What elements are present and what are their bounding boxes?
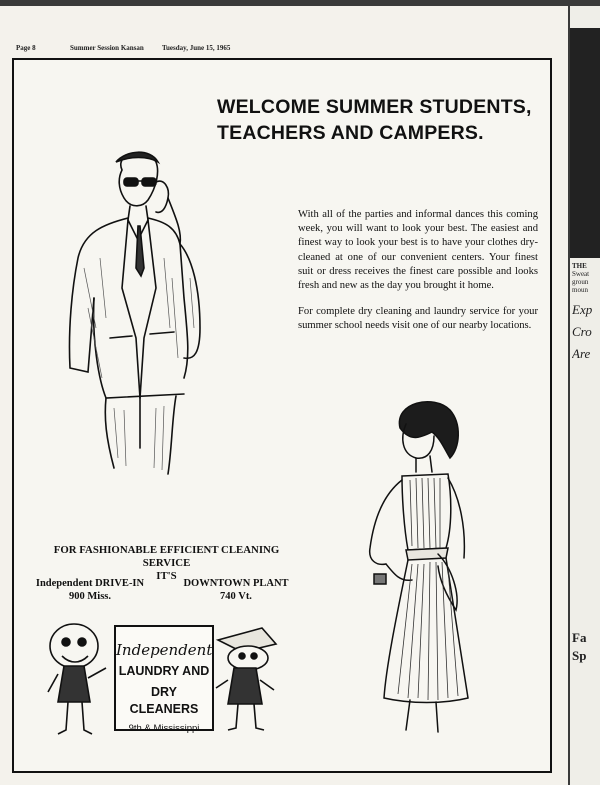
adjacent-heading-1: Exp (572, 302, 593, 317)
ad-paragraph-2: For complete dry cleaning and laundry service for your summer school needs visit one of our nearby locations. (298, 306, 538, 332)
headline-line-2: TEACHERS AND CAMPERS. (217, 122, 484, 144)
page-number: Page 8 (16, 44, 36, 52)
adjacent-caption-3: moun (572, 286, 588, 294)
location-downtown (176, 577, 296, 603)
adjacent-photo (570, 28, 600, 258)
location-2-name: DOWNTOWN PLANT (183, 578, 289, 589)
page-header (12, 44, 552, 56)
adjacent-caption-2: groun (572, 278, 589, 286)
location-1-name: Independent DRIVE-IN (35, 578, 145, 589)
ad-body-text (298, 208, 538, 346)
headline-line-1: WELCOME SUMMER STUDENTS, (217, 96, 532, 118)
woman-in-dress-illustration (340, 398, 490, 733)
ad-headline (217, 94, 537, 146)
adjacent-heading-3: Are (572, 346, 591, 361)
sign-script-name: Independent (116, 641, 213, 659)
adjacent-caption-head: THE (572, 262, 587, 270)
sign-line-1: LAUNDRY AND (118, 664, 210, 678)
adjacent-heading-5: Sp (572, 648, 587, 663)
mascot-right-illustration (212, 624, 280, 734)
sign-address: 9th & Mississippi (128, 723, 200, 734)
adjacent-heading-2: Cro (572, 324, 592, 339)
adjacent-caption-1: Sweat (572, 270, 590, 278)
man-in-suit-illustration (44, 148, 214, 478)
issue-date: Tuesday, June 15, 1965 (162, 44, 231, 52)
location-2-address: 740 Vt. (220, 591, 252, 602)
location-1-address: 900 Miss. (69, 591, 111, 602)
newspaper-name: Summer Session Kansan (70, 44, 144, 52)
ad-paragraph-1: With all of the parties and informal dances this coming week, you will want to look your best. The easiest and finest way to look your best is to have your clothes dry-cleaned at one of our convenient centers. Your finest suit or dress receives the finest care possible and looks fresh and new as the day you brought it home. (298, 209, 538, 292)
mascot-left-illustration (44, 622, 112, 742)
sign-line-2: DRY CLEANERS (129, 685, 199, 716)
adjacent-heading-4: Fa (572, 630, 587, 645)
tagline-line-2: IT'S (156, 570, 177, 582)
adjacent-page-strip (570, 6, 600, 785)
tagline-line-1: FOR FASHIONABLE EFFICIENT CLEANING SERVICE (53, 544, 280, 569)
advertisement (12, 58, 552, 773)
cleaners-sign (114, 625, 214, 734)
location-drive-in (34, 577, 146, 603)
newspaper-page (0, 6, 568, 785)
